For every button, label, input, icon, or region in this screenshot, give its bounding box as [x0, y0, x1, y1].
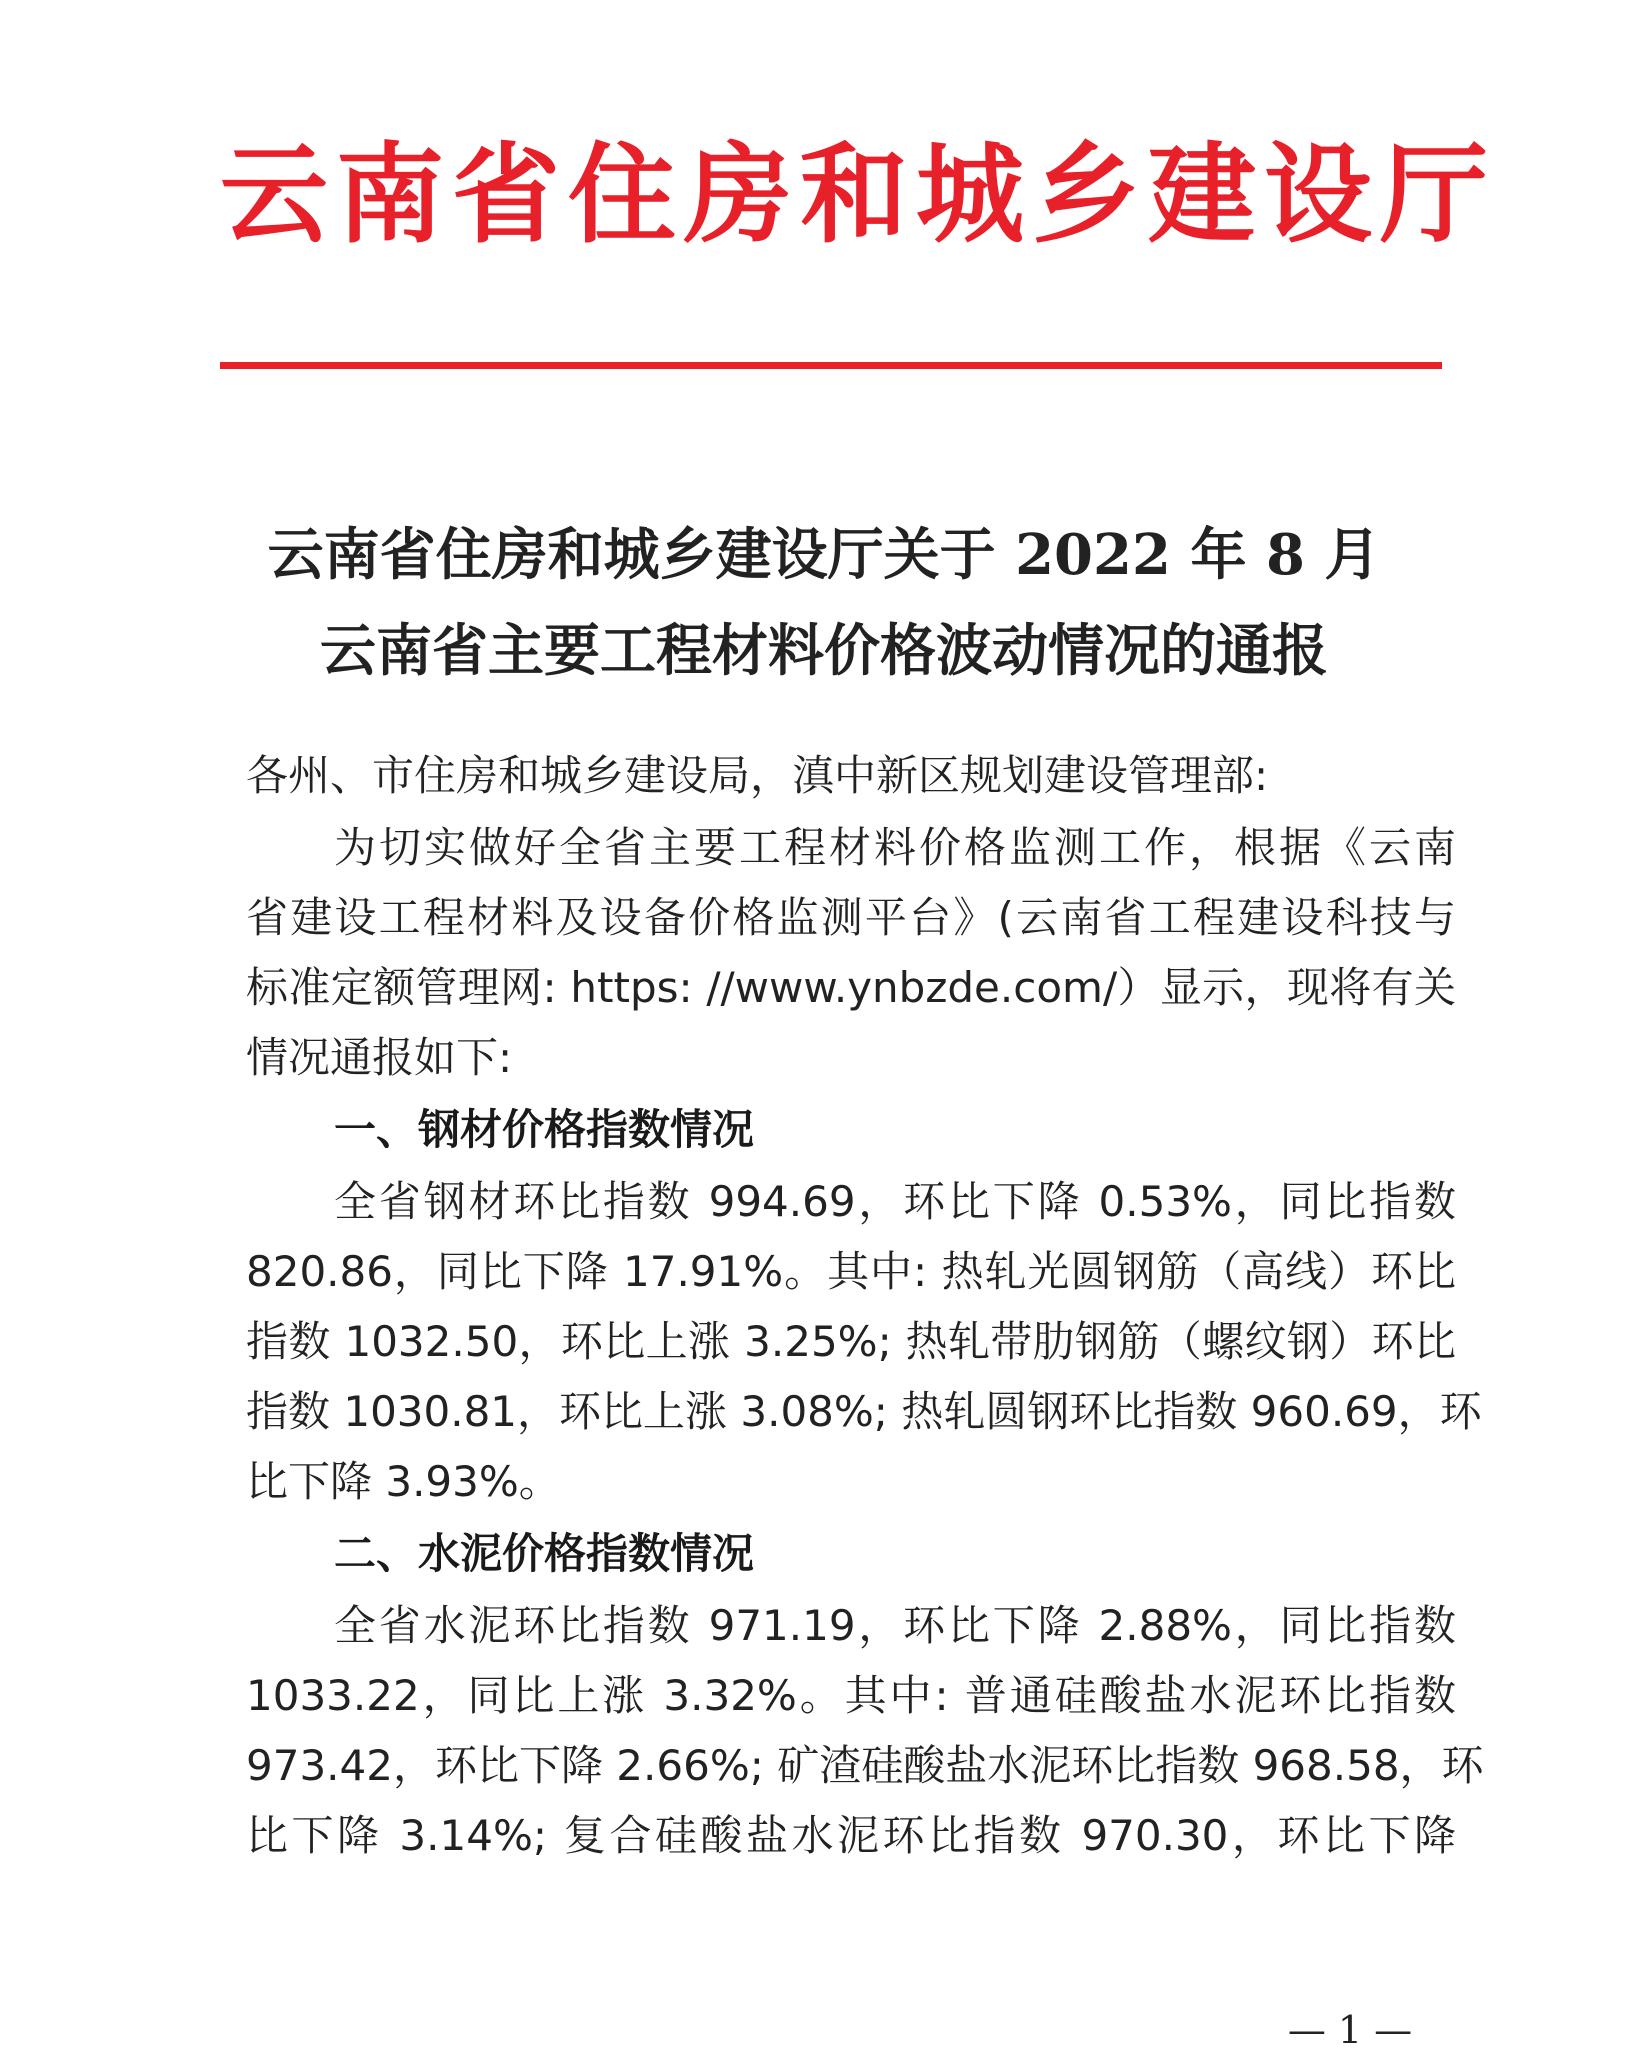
letterhead-title: 云南省住房和城乡建设厅	[220, 132, 1497, 258]
section-2-line-4: 比下降 3.14%; 复合硅酸盐水泥环比指数 970.30，环比下降	[246, 1811, 1456, 1860]
intro-line-3: 标准定额管理网: https: //www.ynbzde.com/）显示，现将有关	[246, 963, 1456, 1012]
intro-line-1: 为切实做好全省主要工程材料价格监测工作，根据《云南	[334, 823, 1456, 872]
letterhead-red-rule	[220, 362, 1442, 369]
section-1-line-2: 820.86，同比下降 17.91%。其中: 热轧光圆钢筋（高线）环比	[246, 1247, 1456, 1296]
section-2-line-1: 全省水泥环比指数 971.19，环比下降 2.88%，同比指数	[334, 1601, 1456, 1650]
section-1-line-5: 比下降 3.93%。	[246, 1457, 561, 1506]
intro-line-4: 情况通报如下:	[246, 1033, 513, 1082]
notice-title-line-1: 云南省住房和城乡建设厅关于 2022 年 8 月	[267, 522, 1381, 588]
section-1-line-3: 指数 1032.50，环比上涨 3.25%; 热轧带肋钢筋（螺纹钢）环比	[246, 1317, 1456, 1366]
intro-line-2: 省建设工程材料及设备价格监测平台》(云南省工程建设科技与	[246, 893, 1456, 942]
addressee: 各州、市住房和城乡建设局，滇中新区规划建设管理部:	[246, 751, 1269, 800]
section-2-heading: 二、水泥价格指数情况	[334, 1529, 755, 1578]
section-1-line-4: 指数 1030.81，环比上涨 3.08%; 热轧圆钢环比指数 960.69，环	[246, 1387, 1482, 1436]
section-1-line-1: 全省钢材环比指数 994.69，环比下降 0.53%，同比指数	[334, 1177, 1456, 1226]
page-number: — 1 —	[1287, 2008, 1413, 2052]
notice-title-line-2: 云南省主要工程材料价格波动情况的通报	[320, 618, 1328, 684]
section-2-line-3: 973.42，环比下降 2.66%; 矿渣硅酸盐水泥环比指数 968.58，环	[246, 1741, 1484, 1790]
section-1-heading: 一、钢材价格指数情况	[334, 1105, 755, 1154]
section-2-line-2: 1033.22，同比上涨 3.32%。其中: 普通硅酸盐水泥环比指数	[246, 1671, 1456, 1720]
